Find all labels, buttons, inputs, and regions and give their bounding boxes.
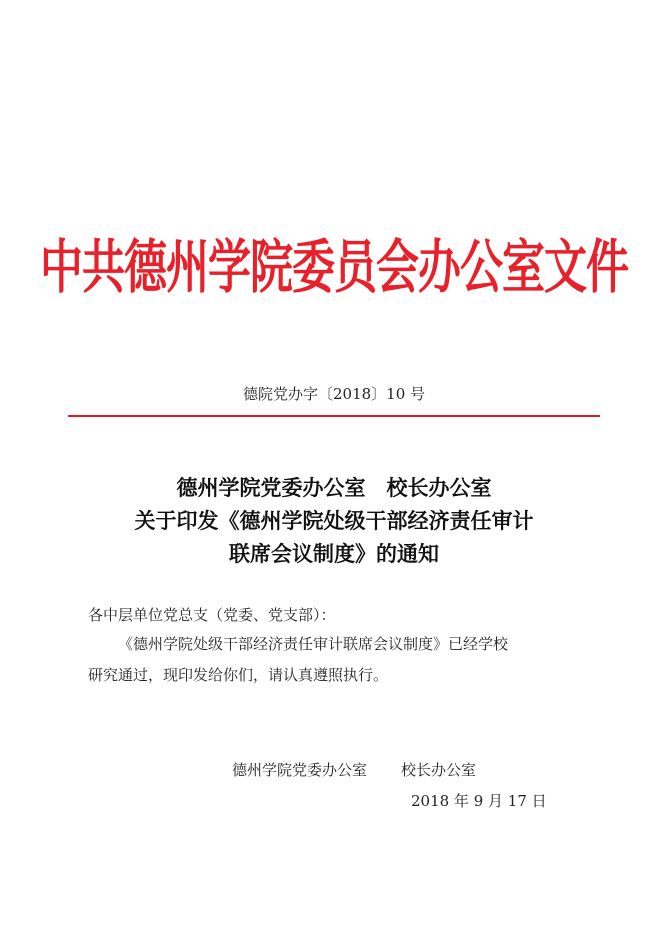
signature-offices <box>232 758 476 782</box>
document-number: 德院党办字〔2018〕10 号 <box>242 385 426 403</box>
title-line-3: 联席会议制度》的通知 <box>229 542 439 566</box>
signature-office-1: 德州学院党委办公室 <box>232 761 368 779</box>
addressee: 各中层单位党总支（党委、党支部）： <box>88 606 336 624</box>
red-separator-line <box>68 415 600 417</box>
document-title <box>0 472 668 571</box>
signature-office-2: 校长办公室 <box>401 761 477 779</box>
title-line-1: 德州学院党委办公室 校长办公室 <box>176 476 492 500</box>
document-masthead: 中共德州学院委员会办公室文件 <box>40 234 628 302</box>
body-line-1: 《德州学院处级干部经济责任审计联席会议制度》已经学校 <box>118 635 509 653</box>
signature-date: 2018 年 9 月 17 日 <box>411 792 547 810</box>
body-paragraph <box>88 629 598 691</box>
body-line-2: 研究通过，现印发给你们，请认真遵照执行。 <box>88 666 389 684</box>
title-line-2: 关于印发《德州学院处级干部经济责任审计 <box>134 509 534 533</box>
